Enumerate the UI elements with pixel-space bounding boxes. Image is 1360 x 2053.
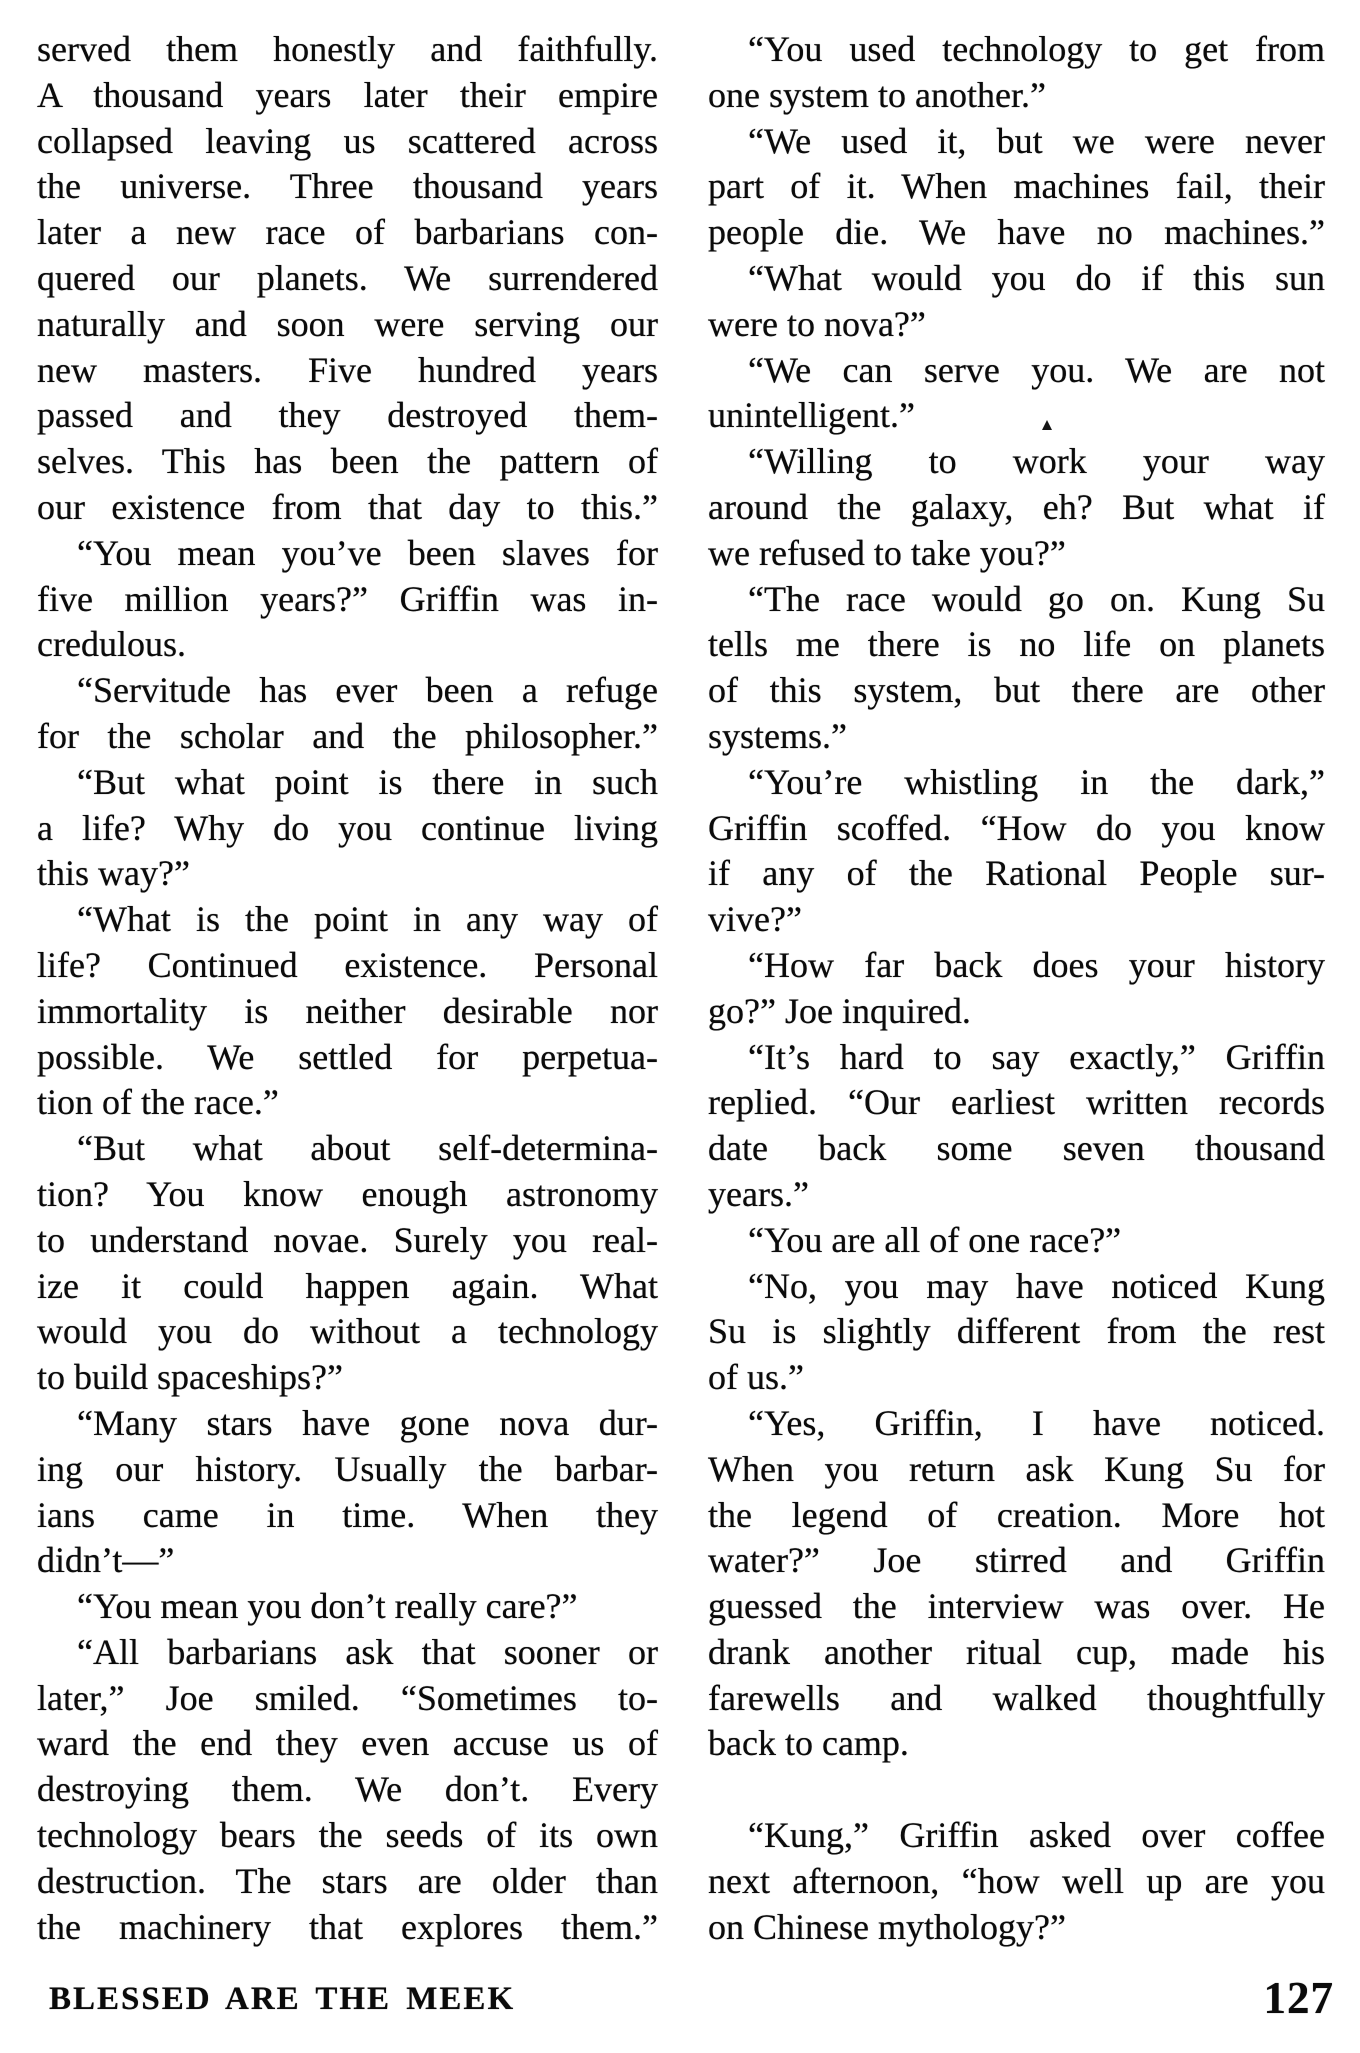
text-line: date back some seven thousand — [708, 1128, 1325, 1169]
text-line: “You mean you’ve been slaves for — [77, 532, 658, 573]
text-line: ians came in time. When they — [37, 1494, 658, 1535]
text-line: “What is the point in any way of — [77, 899, 658, 940]
right-column — [708, 27, 1325, 1951]
text-line: were to nova?” — [708, 303, 926, 344]
paragraph — [37, 668, 658, 760]
text-line: served them honestly and faithfully. — [37, 29, 658, 69]
text-line: next afternoon, “how well up are you — [708, 1861, 1325, 1902]
paragraph — [708, 1813, 1325, 1950]
text-line: of this system, but there are other — [708, 670, 1325, 711]
text-line: collapsed leaving us scattered across — [37, 120, 658, 161]
text-line: passed and they destroyed them- — [37, 395, 658, 436]
text-line: “You’re whistling in the dark,” — [748, 761, 1325, 802]
text-line: tells me there is no life on planets — [708, 624, 1325, 665]
text-line: water?” Joe stirred and Griffin — [708, 1540, 1325, 1581]
text-line: this way?” — [37, 853, 190, 894]
text-line: five million years?” Griffin was in- — [37, 578, 658, 619]
text-line: destroying them. We don’t. Every — [37, 1769, 658, 1810]
text-line: new masters. Five hundred years — [37, 349, 658, 390]
text-line: people die. We have no machines.” — [708, 212, 1325, 253]
paragraph — [37, 1126, 658, 1401]
ink-blot-artifact — [1042, 420, 1052, 430]
text-line: go?” Joe inquired. — [708, 990, 971, 1031]
text-line: credulous. — [37, 624, 186, 665]
text-line: back to camp. — [708, 1723, 909, 1764]
text-line: ize it could happen again. What — [37, 1265, 658, 1306]
text-line: “You used technology to get from — [748, 29, 1325, 69]
paragraph — [708, 577, 1325, 760]
text-line: When you return ask Kung Su for — [708, 1448, 1325, 1489]
text-line: our existence from that day to this.” — [37, 486, 658, 527]
paragraph — [708, 1218, 1325, 1264]
paragraph — [708, 1035, 1325, 1218]
text-line: if any of the Rational People sur- — [708, 853, 1325, 894]
text-line: one system to another.” — [708, 74, 1046, 115]
text-line: “Yes, Griffin, I have noticed. — [748, 1402, 1325, 1443]
text-line: “All barbarians ask that sooner or — [77, 1631, 658, 1672]
paragraph — [37, 1630, 658, 1951]
paragraph — [708, 256, 1325, 348]
text-line: of us.” — [708, 1357, 804, 1398]
text-line: “No, you may have noticed Kung — [748, 1265, 1325, 1306]
text-line: ing our history. Usually the barbar- — [37, 1448, 658, 1489]
paragraph — [708, 1401, 1325, 1767]
paragraph — [37, 27, 658, 531]
text-line: replied. “Our earliest written records — [708, 1082, 1325, 1123]
text-line: to understand novae. Surely you real- — [37, 1219, 658, 1260]
text-line: selves. This has been the pattern of — [37, 441, 658, 482]
text-line: “But what point is there in such — [77, 761, 658, 802]
text-line: tion of the race.” — [37, 1082, 279, 1123]
text-line: naturally and soon were serving our — [37, 303, 658, 344]
text-line: “You mean you don’t really care?” — [77, 1586, 578, 1627]
paragraph — [37, 760, 658, 897]
text-line: ward the end they even accuse us of — [37, 1723, 658, 1764]
text-line: life? Continued existence. Personal — [37, 944, 658, 985]
text-line: “It’s hard to say exactly,” Griffin — [748, 1036, 1325, 1077]
text-line: later,” Joe smiled. “Sometimes to- — [37, 1677, 658, 1718]
text-line: possible. We settled for perpetua- — [37, 1036, 658, 1077]
text-line: “You are all of one race?” — [748, 1219, 1122, 1260]
paragraph — [708, 119, 1325, 256]
text-line: immortality is neither desirable nor — [37, 990, 658, 1031]
paragraph — [708, 1264, 1325, 1401]
paragraph — [708, 943, 1325, 1035]
text-line: years.” — [708, 1173, 809, 1214]
paragraph — [708, 760, 1325, 943]
text-line: for the scholar and the philosopher.” — [37, 715, 658, 756]
text-line: to build spaceships?” — [37, 1357, 343, 1398]
text-line: “How far back does your history — [748, 944, 1325, 985]
text-line: around the galaxy, eh? But what if — [708, 486, 1325, 527]
text-line: didn’t—” — [37, 1540, 175, 1581]
text-line: “The race would go on. Kung Su — [748, 578, 1325, 619]
text-line: later a new race of barbarians con- — [37, 212, 658, 253]
paragraph — [708, 439, 1325, 576]
text-line: “Servitude has ever been a refuge — [77, 670, 658, 711]
text-line: “Many stars have gone nova dur- — [77, 1402, 658, 1443]
text-line: farewells and walked thoughtfully — [708, 1677, 1325, 1718]
text-line: “We used it, but we were never — [748, 120, 1325, 161]
text-line: “We can serve you. We are not — [748, 349, 1325, 390]
paragraph — [708, 27, 1325, 119]
text-line: vive?” — [708, 899, 802, 940]
text-line: part of it. When machines fail, their — [708, 166, 1325, 207]
paragraph — [37, 897, 658, 1126]
paragraph — [708, 348, 1325, 440]
text-line: the machinery that explores them.” — [37, 1906, 658, 1947]
text-line: “Willing to work your way — [748, 441, 1325, 482]
text-line: “Kung,” Griffin asked over coffee — [748, 1815, 1325, 1856]
text-line: guessed the interview was over. He — [708, 1586, 1325, 1627]
text-line: a life? Why do you continue living — [37, 807, 658, 848]
text-line: Griffin scoffed. “How do you know — [708, 807, 1325, 848]
text-line: Su is slightly different from the rest — [708, 1311, 1325, 1352]
text-line: tion? You know enough astronomy — [37, 1173, 658, 1214]
text-line: unintelligent.” — [708, 395, 915, 436]
page-number: 127 — [1263, 1973, 1334, 2023]
text-line: would you do without a technology — [37, 1311, 658, 1352]
paragraph — [37, 1401, 658, 1584]
text-line: technology bears the seeds of its own — [37, 1815, 658, 1856]
text-line: the legend of creation. More hot — [708, 1494, 1325, 1535]
text-line: destruction. The stars are older than — [37, 1860, 658, 1901]
left-column — [37, 27, 658, 1950]
text-line: we refused to take you?” — [708, 532, 1066, 573]
text-line: quered our planets. We surrendered — [37, 257, 658, 298]
text-line: on Chinese mythology?” — [708, 1906, 1066, 1947]
text-line: systems.” — [708, 715, 847, 756]
text-line: the universe. Three thousand years — [37, 166, 658, 207]
paragraph — [37, 531, 658, 668]
text-line: A thousand years later their empire — [37, 74, 658, 115]
running-title: BLESSED ARE THE MEEK — [49, 1981, 516, 2017]
text-line: “What would you do if this sun — [748, 257, 1325, 298]
text-line: drank another ritual cup, made his — [708, 1631, 1325, 1672]
text-line: “But what about self-determina- — [77, 1128, 658, 1169]
paragraph — [37, 1584, 658, 1630]
